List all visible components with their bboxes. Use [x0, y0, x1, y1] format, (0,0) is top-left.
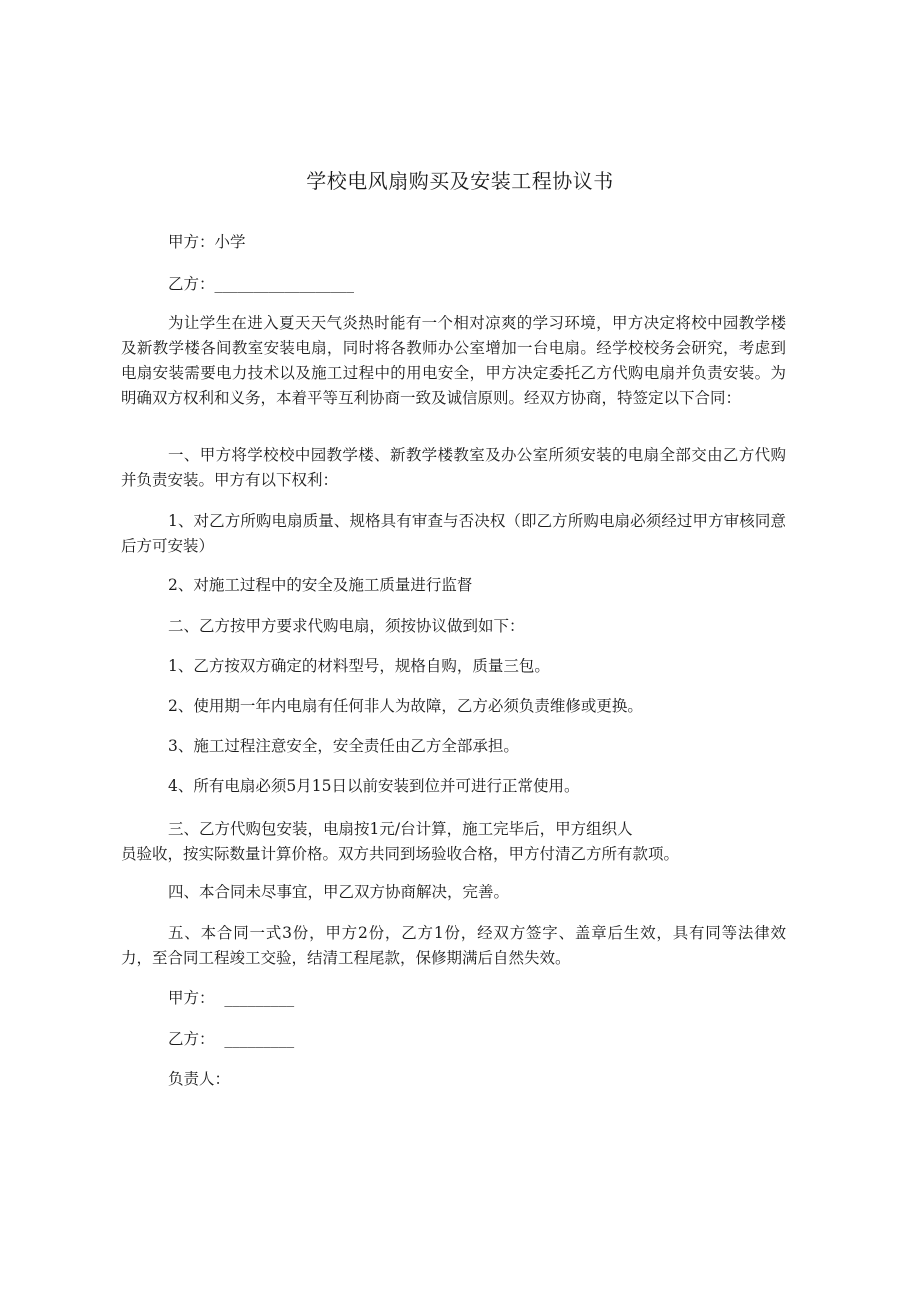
clause-2-item-2: 2、使用期一年内电扇有任何非人为故障，乙方必须负责维修或更换。	[168, 697, 643, 715]
clause-3-line-1: 三、乙方代购包安装，电扇按1元/台计算，施工完毕后，甲方组织人	[168, 820, 633, 838]
document-title: 学校电风扇购买及安装工程协议书	[306, 169, 614, 193]
clause-2-item-4: 4、所有电扇必须5月15日以前安装到位并可进行正常使用。	[168, 777, 580, 795]
signature-party-a-text: 甲方： _________	[168, 989, 295, 1007]
signature-party-b	[168, 1027, 294, 1052]
clause-1: 一、甲方将学校校中园教学楼、新教学楼教室及办公室所须安装的电扇全部交由乙方代购并负责安装。甲方有以下权利：	[121, 446, 786, 489]
clause-2: 二、乙方按甲方要求代购电扇，须按协议做到如下：	[168, 617, 525, 635]
intro-paragraph: 为让学生在进入夏天天气炎热时能有一个相对凉爽的学习环境，甲方决定将校中园教学楼及新教学楼各间教室安装电扇，同时将各教师办公室增加一台电扇。经学校校务会研究，考虑到电扇安装需要电力技术以及施工过程中的用电安全，甲方决定委托乙方代购电扇并负责安装。为明确双方权利和义务，本着平等互利协商一致及诚信原则。经双方协商，特签定以下合同：	[121, 314, 786, 407]
clause-2-item-3: 3、施工过程注意安全，安全责任由乙方全部承担。	[168, 737, 519, 755]
clause-2-item-1: 1、乙方按双方确定的材料型号，规格自购，质量三包。	[168, 657, 550, 675]
signature-party-a	[168, 986, 294, 1011]
clause-3-line-2: 员验收，按实际数量计算价格。双方共同到场验收合格，甲方付清乙方所有款项。	[121, 845, 680, 863]
clause-1-item-2: 2、对施工过程中的安全及施工质量进行监督	[168, 576, 473, 594]
signature-party-b-text: 乙方： _________	[168, 1030, 295, 1048]
clause-4: 四、本合同未尽事宜，甲乙双方协商解决，完善。	[168, 883, 510, 901]
clause-1-item-1: 1、对乙方所购电扇质量、规格具有审查与否决权（即乙方所购电扇必须经过甲方审核同意后方可安装）	[121, 512, 786, 555]
clause-5: 五、本合同一式3份，甲方2份，乙方1份，经双方签字、盖章后生效，具有同等法律效力，至合同工程竣工交验，结清工程尾款，保修期满后自然失效。	[121, 924, 786, 967]
signature-responsible-person: 负责人：	[168, 1070, 231, 1088]
party-b-line: 乙方：__________________	[168, 275, 355, 293]
party-a-line: 甲方：小学	[168, 233, 246, 251]
